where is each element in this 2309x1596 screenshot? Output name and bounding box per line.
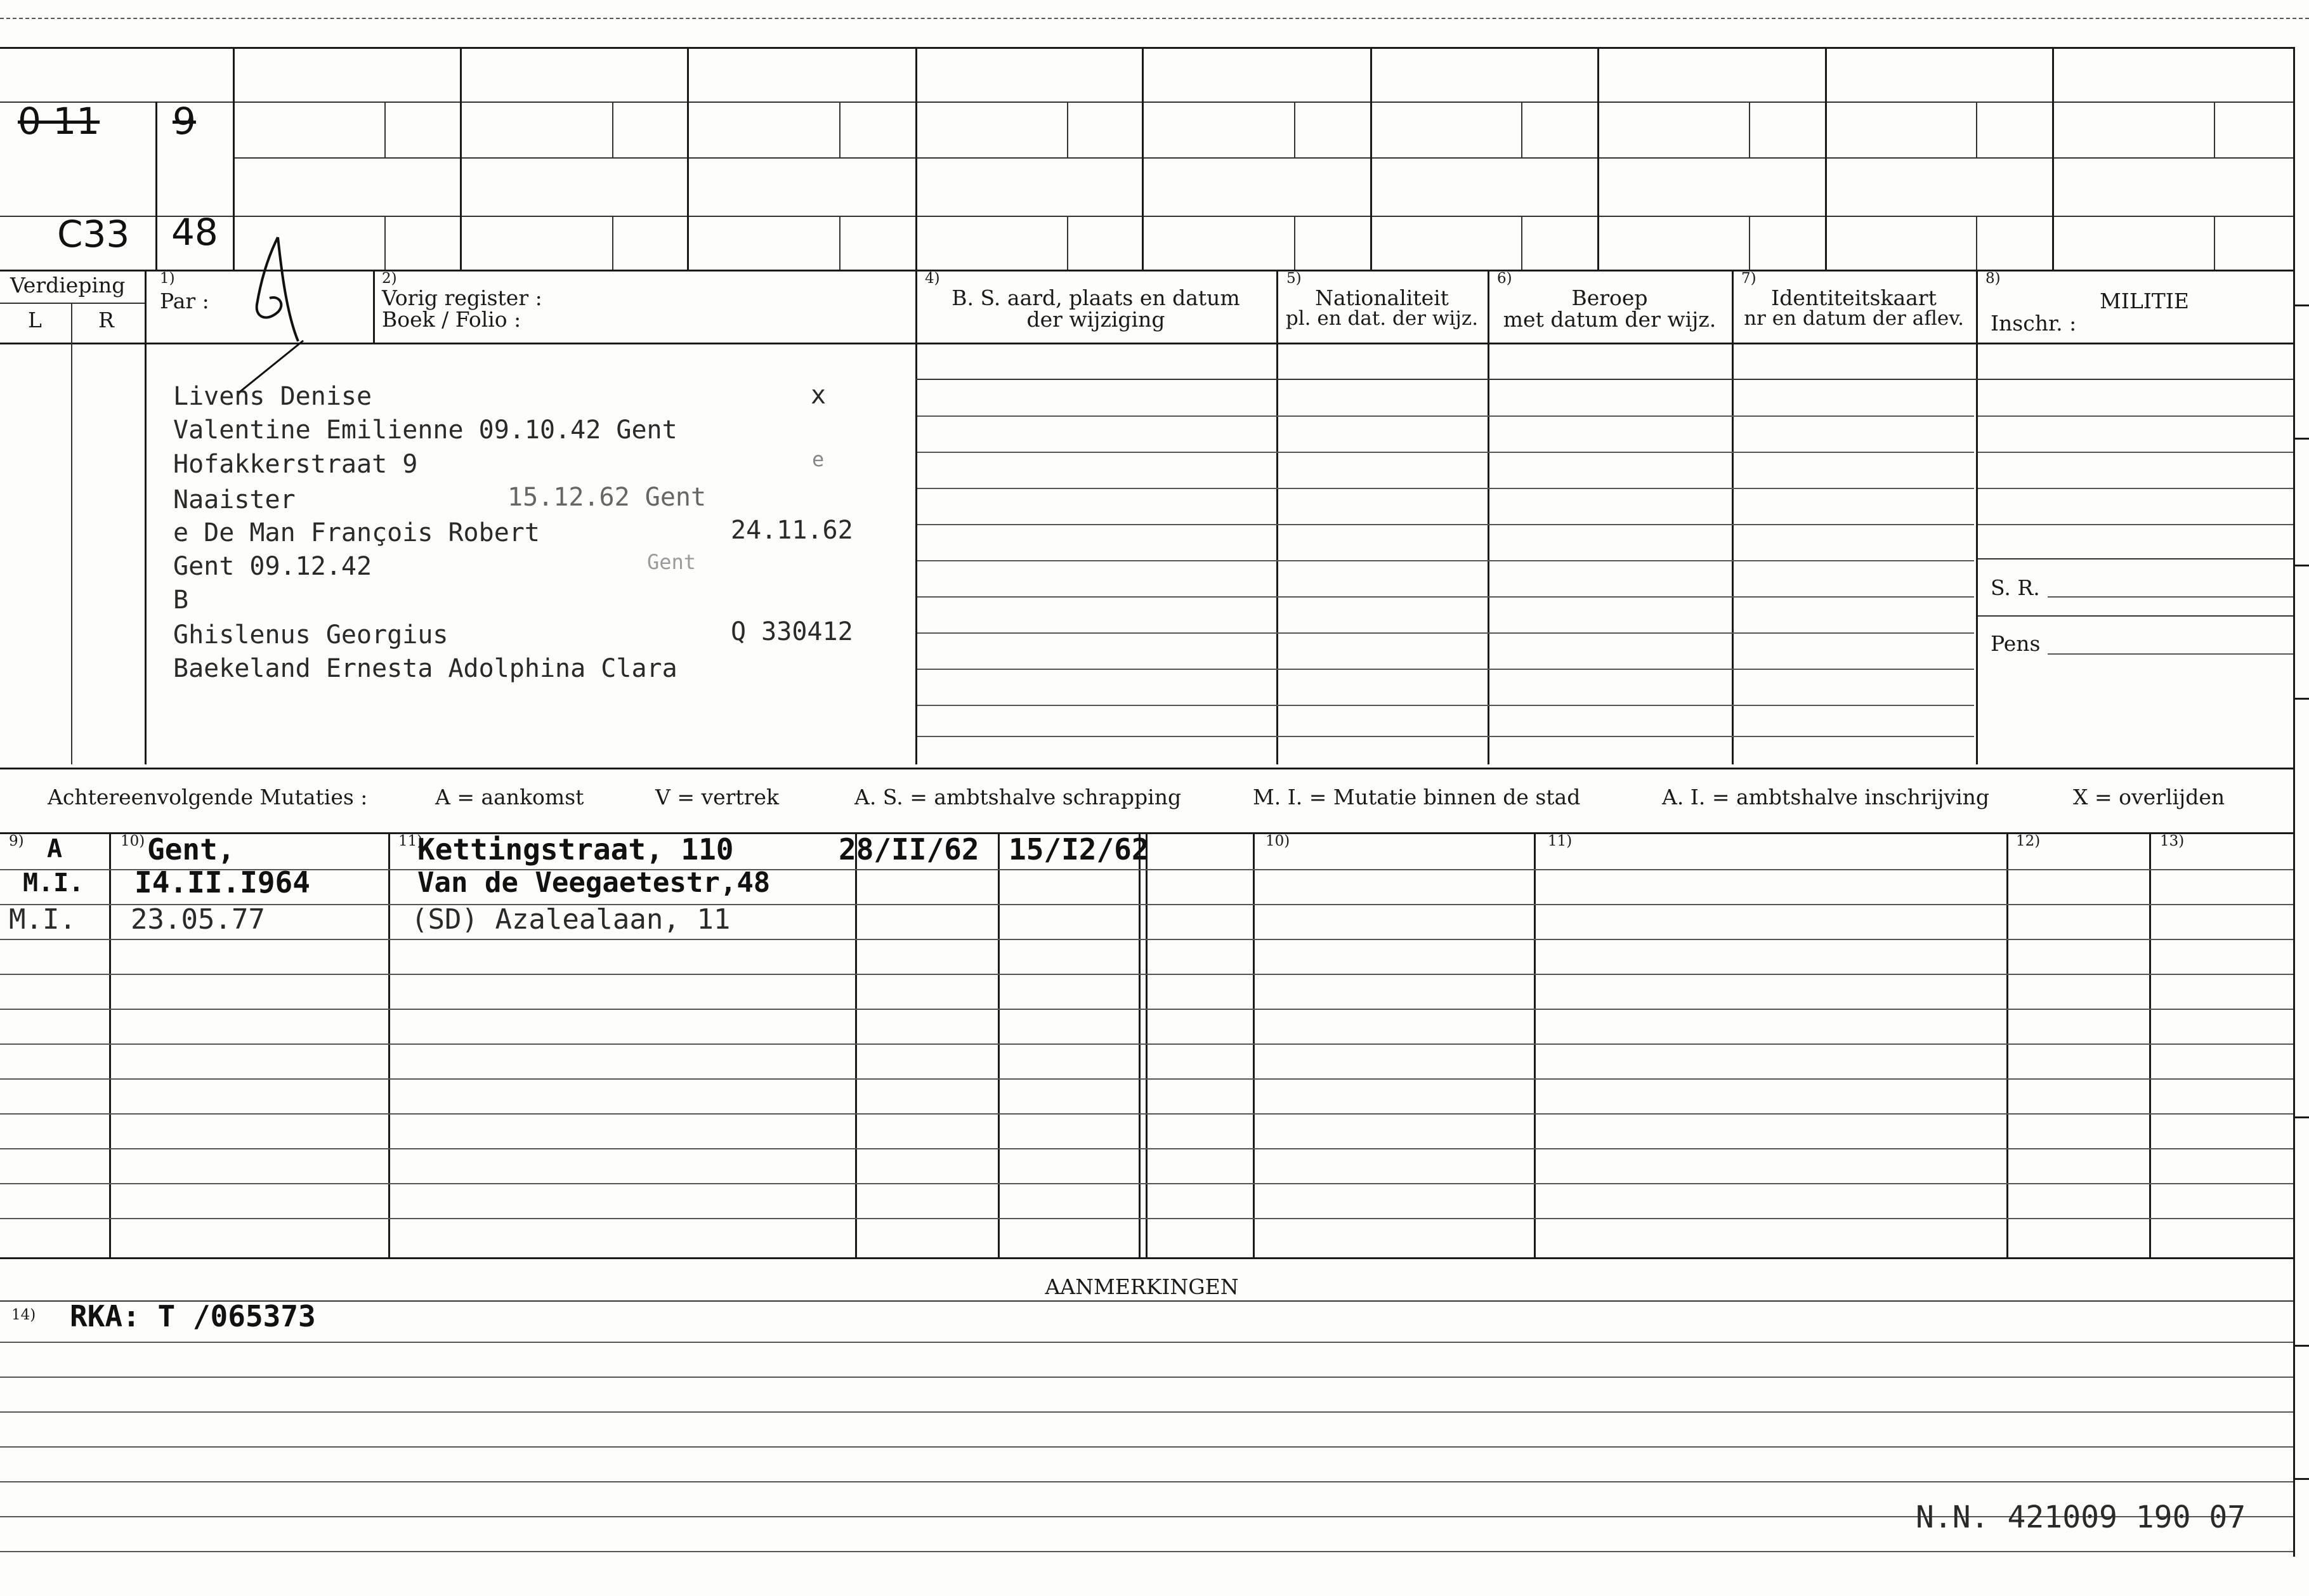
verdieping-label: Verdieping — [10, 273, 126, 298]
handwritten-par-mark — [241, 235, 317, 349]
mutation-address: Kettingstraat, 110 — [417, 832, 734, 867]
mutation-date: 23.05.77 — [131, 903, 265, 936]
bs-header-line2: der wijziging — [1026, 307, 1165, 332]
legend-as: A. S. = ambtshalve schrapping — [854, 785, 1182, 809]
code-c33: C33 — [57, 213, 130, 256]
legend-mi: M. I. = Mutatie binnen de stad — [1253, 785, 1581, 809]
reference-code: Q 330412 — [731, 617, 853, 646]
beroep-line1: Beroep — [1571, 285, 1648, 310]
num-struck: 9 — [173, 100, 196, 143]
person-name: Livens Denise — [173, 382, 372, 411]
mutation-code: M.I. — [23, 868, 84, 898]
field-num-7: 7) — [1741, 270, 1756, 287]
person-occupation: Naaister — [173, 485, 296, 514]
mutation-address: Van de Veegaetestr,48 — [417, 867, 771, 899]
mutation-address: (SD) Azalealaan, 11 — [411, 903, 731, 936]
field-num-14: 14) — [11, 1307, 36, 1323]
person-b: B — [173, 585, 189, 615]
beroep-line2: met datum der wijz. — [1503, 307, 1717, 332]
field-num-6: 6) — [1497, 270, 1512, 287]
spouse-name: e De Man François Robert — [173, 518, 540, 547]
bs-header-line1: B. S. aard, plaats en datum — [952, 285, 1240, 310]
sr-label: S. R. — [1991, 575, 2040, 600]
col-l-label: L — [28, 308, 42, 332]
mutation-date-2: 15/I2/62 — [1009, 832, 1149, 867]
father-names: Ghislenus Georgius — [173, 620, 448, 650]
militie-label: MILITIE — [2100, 289, 2189, 313]
nationaliteit-line1: Nationaliteit — [1315, 285, 1449, 310]
mark-x: x — [811, 381, 827, 410]
pens-label: Pens — [1991, 631, 2041, 656]
mutation-date: I4.II.I964 — [134, 865, 310, 899]
person-firstnames-birth: Valentine Emilienne 09.10.42 Gent — [173, 415, 677, 445]
remarks-title: AANMERKINGEN — [1045, 1274, 1239, 1299]
mutation-code: A — [47, 834, 63, 863]
legend-a: A = aankomst — [435, 785, 584, 809]
field-num-13: 13) — [2160, 833, 2185, 849]
field-num-4: 4) — [925, 270, 940, 287]
field-num-1: 1) — [160, 270, 175, 287]
field-num-9: 9) — [9, 833, 24, 849]
mutation-place: Gent, — [147, 832, 235, 867]
mark-e: e — [812, 447, 825, 471]
par-label: Par : — [160, 289, 209, 313]
field-num-2: 2) — [382, 270, 397, 287]
num-48: 48 — [171, 211, 218, 254]
mutation-code: M.I. — [9, 903, 76, 936]
person-occupation-date: 15.12.62 Gent — [507, 483, 707, 512]
field-num-10b: 10) — [1266, 833, 1290, 849]
boek-folio-label: Boek / Folio : — [382, 307, 521, 332]
spouse-birth-place: Gent — [647, 550, 697, 574]
vorig-register-label: Vorig register : — [382, 285, 542, 310]
spouse-birth: Gent 09.12.42 — [173, 552, 372, 581]
inschr-label: Inschr. : — [1991, 311, 2077, 336]
national-number: N.N. 421009 190 07 — [1916, 1500, 2246, 1535]
spouse-date: 24.11.62 — [731, 516, 853, 545]
field-num-11b: 11) — [1548, 833, 1573, 849]
legend-v: V = vertrek — [655, 785, 779, 809]
mutation-date-1: 28/II/62 — [839, 832, 979, 867]
person-address: Hofakkerstraat 9 — [173, 450, 418, 479]
field-num-5: 5) — [1286, 270, 1302, 287]
code-struck: 0 11 — [18, 100, 100, 143]
field-num-11a: 11) — [398, 833, 423, 849]
mutations-title: Achtereenvolgende Mutaties : — [48, 785, 368, 809]
legend-ai: A. I. = ambtshalve inschrijving — [1662, 785, 1990, 809]
mother-names: Baekeland Ernesta Adolphina Clara — [173, 654, 677, 683]
identiteitskaart-line1: Identiteitskaart — [1771, 285, 1937, 310]
field-num-12: 12) — [2016, 833, 2041, 849]
field-num-8: 8) — [1985, 270, 2001, 287]
rka-number: RKA: T /065373 — [70, 1299, 316, 1333]
nationaliteit-line2: pl. en dat. der wijz. — [1285, 307, 1479, 330]
col-r-label: R — [98, 308, 114, 332]
field-num-10a: 10) — [121, 833, 145, 849]
identiteitskaart-line2: nr en datum der aflev. — [1744, 307, 1964, 330]
legend-x: X = overlijden — [2073, 785, 2225, 809]
